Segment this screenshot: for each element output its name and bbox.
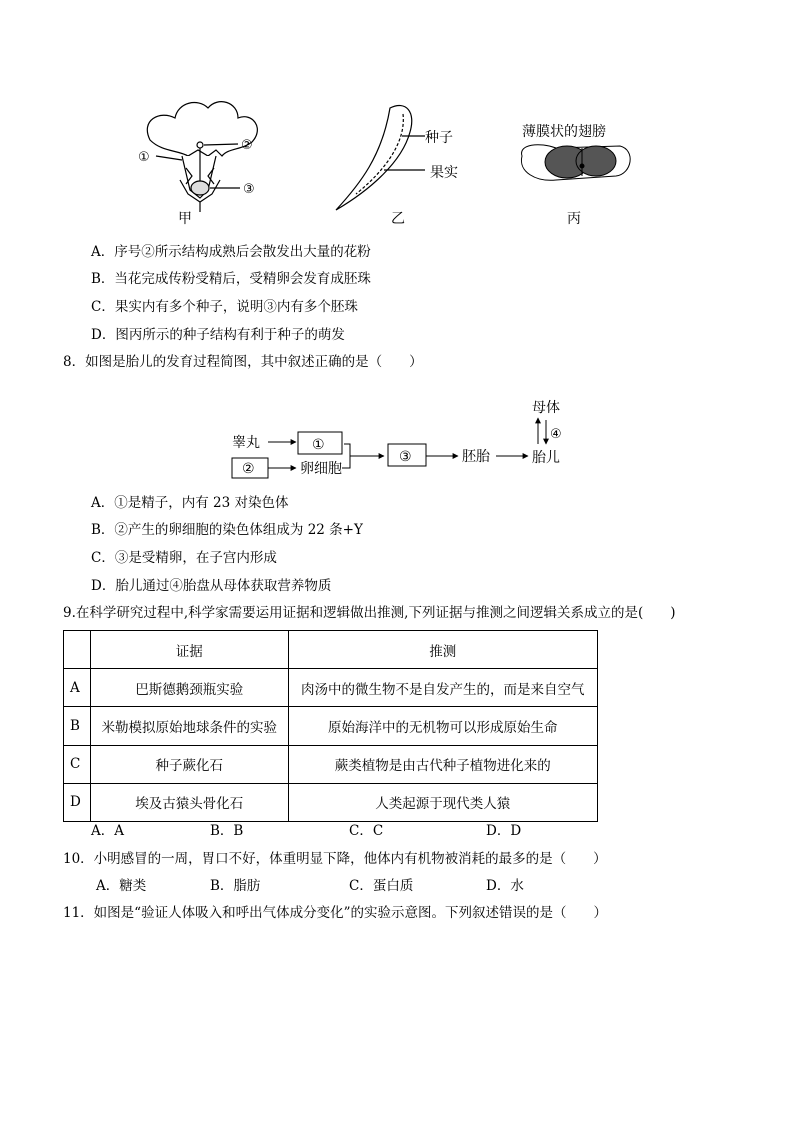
q7-figure xyxy=(120,90,640,230)
winged-seed-label: 薄膜状的翅膀 xyxy=(522,124,606,140)
q8-marker4: ④ xyxy=(550,427,562,442)
table-row xyxy=(64,707,598,745)
q10-stem: 10．小明感冒的一周，胃口不好，体重明显下降，他体内有机物被消耗的最多的是（ ） xyxy=(63,851,607,867)
flower-caption: 甲 xyxy=(178,211,192,227)
flower-marker-2: ② xyxy=(241,138,253,153)
q9-evidence-table xyxy=(63,630,598,822)
table-row xyxy=(64,669,598,707)
q8-option-d: D．胎儿通过④胎盘从母体获取营养物质 xyxy=(91,578,332,594)
q8-box1-label: ① xyxy=(312,437,325,453)
table-cell: 原始海洋中的无机物可以形成原始生命 xyxy=(288,707,597,745)
q10-option-d: D．水 xyxy=(486,878,524,894)
table-header-cell: 推测 xyxy=(288,631,597,669)
q9-option-a: A．A xyxy=(91,823,124,839)
q8-embryo-label: 胚胎 xyxy=(462,449,490,465)
table-cell: 种子蕨化石 xyxy=(90,745,288,783)
q8-mother-label: 母体 xyxy=(532,400,560,416)
q11-stem: 11．如图是“验证人体吸入和呼出气体成分变化”的实验示意图。下列叙述错误的是（ ） xyxy=(63,905,607,921)
q9-stem: 9.在科学研究过程中,科学家需要运用证据和逻辑做出推测,下列证据与推测之间逻辑关系成立的是( ) xyxy=(63,605,676,621)
table-header-row xyxy=(64,631,598,669)
table-cell: C xyxy=(64,745,91,783)
flower-marker-3: ③ xyxy=(243,182,255,197)
q10-option-a: A．糖类 xyxy=(96,878,147,894)
flower-diagram xyxy=(147,102,257,212)
q8-fetus-label: 胎儿 xyxy=(532,450,560,466)
table-cell: B xyxy=(64,707,91,745)
pod-diagram xyxy=(336,105,425,210)
pod-seed-label: 种子 xyxy=(425,130,453,146)
pod-fruit-label: 果实 xyxy=(430,165,458,181)
table-cell: 米勒模拟原始地球条件的实验 xyxy=(90,707,288,745)
q7-option-a: A．序号②所示结构成熟后会散发出大量的花粉 xyxy=(91,244,371,260)
table-cell: 巴斯德鹅颈瓶实验 xyxy=(90,669,288,707)
q8-option-c: C．③是受精卵，在子宫内形成 xyxy=(91,550,277,566)
q10-option-b: B．脂肪 xyxy=(210,878,261,894)
table-row xyxy=(64,783,598,821)
q8-stem: 8．如图是胎儿的发育过程简图，其中叙述正确的是（ ） xyxy=(63,354,423,370)
winged-seed-diagram xyxy=(521,145,630,181)
flower-marker-1: ① xyxy=(138,150,150,165)
q8-diagram xyxy=(228,396,588,486)
pod-caption: 乙 xyxy=(391,211,405,227)
q8-egg-label: 卵细胞 xyxy=(300,461,342,477)
q8-option-b: B．②产生的卵细胞的染色体组成为 22 条+Y xyxy=(91,522,363,538)
q8-box3-label: ③ xyxy=(399,449,412,465)
q8-option-a: A．①是精子，内有 23 对染色体 xyxy=(91,495,289,511)
table-header-cell: 证据 xyxy=(90,631,288,669)
q7-option-c: C．果实内有多个种子，说明③内有多个胚珠 xyxy=(91,299,358,315)
table-cell: 埃及古猿头骨化石 xyxy=(90,783,288,821)
q9-option-b: B．B xyxy=(210,823,244,839)
q10-option-c: C．蛋白质 xyxy=(349,878,414,894)
winged-seed-caption: 丙 xyxy=(567,211,581,227)
table-cell: 肉汤中的微生物不是自发产生的，而是来自空气 xyxy=(288,669,597,707)
table-cell: D xyxy=(64,783,91,821)
q7-option-b: B．当花完成传粉受精后，受精卵会发育成胚珠 xyxy=(91,271,371,287)
q9-option-c: C．C xyxy=(349,823,384,839)
table-row xyxy=(64,745,598,783)
table-cell: 蕨类植物是由古代种子植物进化来的 xyxy=(288,745,597,783)
q8-box2-label: ② xyxy=(242,461,255,477)
q7-option-d: D．图丙所示的种子结构有利于种子的萌发 xyxy=(91,327,345,343)
table-cell: A xyxy=(64,669,91,707)
table-cell: 人类起源于现代类人猿 xyxy=(288,783,597,821)
q9-option-d: D．D xyxy=(486,823,522,839)
q8-testis-label: 睾丸 xyxy=(232,435,260,451)
table-header-cell xyxy=(64,631,91,669)
